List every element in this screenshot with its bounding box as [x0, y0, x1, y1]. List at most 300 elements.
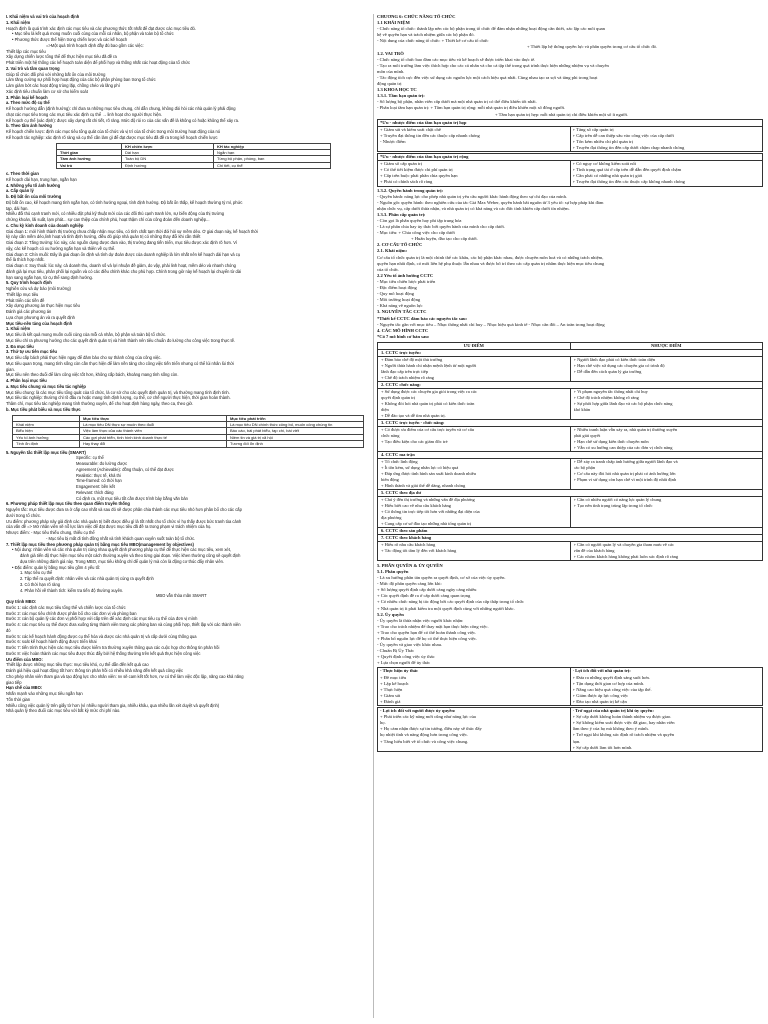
text-line: Mục tiêu cấp bách phải thực hiện ngay để đảm bảo cho sự thành công của công việc.	[6, 355, 162, 361]
text-line: MBO vẫn thỏa mãn SMART	[156, 593, 207, 599]
text-line: - Số lượng bộ phận, nhân viên cấp dưới mà một nhà quản trị có thể điều khiển tốt nhất.	[377, 99, 537, 105]
text-line: Nhược điểm: - Mục tiêu thiếu chung, thiếu cụ thể	[6, 530, 95, 536]
list-item: + Có thể tiết kiệm được chi phí quản trị	[380, 167, 453, 173]
heading: 1.3 KHOA HỌC TC	[377, 87, 417, 93]
table-cell	[570, 458, 763, 489]
list-item: + Truyền đạt thông tin đến cấp dưới chậm chạp nhanh chóng	[572, 144, 685, 150]
list-item: + Cần có nhiều người có năng lực quản lý chung	[573, 496, 662, 502]
model-title: 5. CCTC theo địa dư	[378, 489, 763, 496]
table-cell: Tương đối ổn định	[227, 441, 364, 447]
table-cell: Là mục tiêu DN thực sự muốn theo đuổi	[80, 422, 227, 428]
list-item: + Giảm số cấp quản trị	[380, 161, 423, 167]
list-item: Bước 2: các mục tiêu chính được phân bổ cho các đơn vị và phòng ban	[6, 610, 137, 616]
text-line: Độ bất ổn cao, kế hoạch mang tính ngắn hạn, có tính hướng ngoại, tính định hướng. Độ bất ổn thấp, kế hoạch thường tỷ mỉ, phức	[6, 199, 243, 205]
list-item: Bước 5: các kế hoạch hành động được cụ thể hóa và được các nhà quản trị và cấp dưới cùng thống qua	[6, 633, 197, 639]
list-item: + Trao cho quyền hạn để có thể hoàn thành công việc.	[377, 629, 477, 635]
model-title: 3. CCTC trực tuyến - chức năng:	[378, 419, 763, 426]
list-item: + Dễ xảy ra tranh chấp ảnh hưởng giữa người lãnh đạo và	[573, 458, 678, 464]
heading: 1. Khái niệm	[6, 326, 31, 332]
list-item: - Nhược điểm	[380, 138, 406, 144]
list-item: - Môi trường hoạt động	[377, 297, 421, 303]
list-item: + Lựa chọn người để ủy thác	[377, 660, 431, 666]
list-item: + Sợ không kiểm soát được việc đã giao, hay nhân viên	[572, 720, 675, 726]
text-line: Giúp tổ chức đối phó với những bất ổn của môi trường	[6, 71, 106, 77]
list-item: 3. Có thời hạn rõ ràng	[20, 581, 61, 587]
table-cell: Dài hạn	[122, 149, 214, 155]
model-title: 4. CCTC ma trận	[378, 451, 763, 458]
table-cell: Việc làm thực của các thành viên	[80, 428, 227, 434]
table-header-cell: Mục tiêu thực	[80, 415, 227, 421]
text-line: Thiết lập các mục tiêu	[6, 48, 46, 54]
text-line: Xây dựng phương án thực hiện mục tiêu	[6, 303, 80, 309]
list-item: + Họ cảm nhận được sự tin tưởng, điều này sẽ thúc đẩy	[380, 726, 482, 732]
table-cell: Vai trò	[57, 162, 122, 168]
delegation-steps-box	[377, 667, 763, 706]
right-column	[377, 14, 763, 1018]
table-cell: Là mục tiêu DN chính thức công bố, muốn công chúng tin	[227, 422, 364, 428]
list-item: - Mục tiêu chiến lược phát triển	[377, 278, 436, 284]
list-item: + Đưa ra những quyết định sáng suốt hơn.	[572, 674, 650, 680]
list-item: - Ủy quyền là thừa nhận việc người khác nhận:	[377, 617, 464, 623]
text-line: Hoạch định là quá trình xác định các mục tiêu và các phương thức tốt nhất để đạt được các mục tiêu đó.	[6, 25, 196, 31]
model-title: 6. CCTC theo sản phẩm	[378, 527, 763, 534]
list-item: diện	[381, 406, 389, 412]
heading: I. Khái niệm và vai trò của hoạch định	[6, 14, 80, 19]
list-item: họ.	[380, 720, 386, 726]
list-item: - Lợi ích đối với người được ủy quyền:	[380, 708, 456, 714]
list-item: + Nhiều tranh luận vẫn xảy ra, nhà quản trị thường xuyên	[573, 426, 678, 432]
heading: c. Chu kỳ kinh doanh của doanh nghiệp	[6, 222, 84, 228]
text-line: động quản trị	[377, 81, 402, 87]
list-item: phải giải quyết	[573, 432, 601, 438]
text-line: Làm tăng cường sự phối hợp hoạt động của các bộ phận phòng ban trong tổ chức	[6, 77, 156, 83]
text-line: Giai đoạn 2: Tăng trưởng: lúc này, các nguồn dụng được đưa vào, thị trường đang tiến triển, mục tiêu được xác định rõ hơn. Vì	[6, 240, 238, 246]
list-item: Tốn thời gian	[6, 696, 31, 702]
text-line: - Chức năng tổ chức: thành lập nên các bộ phận trong tổ chức để đảm nhận những hoạt động cần thiết, xác lập các mối quan	[377, 26, 605, 32]
text-line: nhận chức vụ, cấp dưới thừa nhận, và nhà quản trị có khả năng và các đức tính khiến cấp dưới tín nhiệm.	[377, 205, 570, 211]
text-line: kỳ này cần mềm dẻo,linh hoạt và tính định hướng, điều đó giúp nhà quản trị có những thay đổi khi cần thiết	[6, 234, 201, 240]
list-item: + Phạm vi sử dụng còn hạn chế vì một trình độ nhất định	[573, 476, 677, 482]
text-line: Mục tiêu chung: là các mục tiêu tổng quát của tổ chức, là cơ sở cho các quyết định quản trị, và thường mang tính định tính.	[6, 389, 230, 395]
heading: 2. CƠ CẤU TỔ CHỨC	[377, 242, 423, 248]
text-line: Phát triển một hệ thống các kế hoạch toàn diện để phối hợp và thống nhất các hoạt động của tổ chức	[6, 60, 191, 65]
plan-comparison-table	[56, 143, 331, 170]
table-header-cell: Mục tiêu phát triển	[227, 415, 364, 421]
text-line: dưới trong tổ chức.	[6, 512, 42, 518]
text-line: Giai đoạn 1: mới hình thành thị trường chưa chấp nhận mục tiêu, có tính chất tạm thời đòi hỏi sự mềm dẻo. Ở giai đoạn này, kế hoạch thời	[6, 228, 259, 234]
list-item: + Tăng số cấp quản trị	[572, 126, 614, 132]
heading: 4. Những yếu tố ảnh hưởng	[6, 182, 61, 188]
heading: 1. Khái niệm	[6, 19, 31, 25]
text-line: =>Một quá trình hoạch định đầy đủ bao gồm các việc:	[46, 42, 144, 48]
text-line: môn của mình.	[377, 68, 405, 74]
heading: Ưu điểm của MBO:	[6, 656, 43, 662]
list-item: + Ít tốn kém, sử dụng nhân lực có hiệu quả	[381, 464, 459, 470]
list-item: biến động	[381, 476, 399, 482]
heading: 3. NGUYÊN TẮC CCTC	[377, 309, 427, 315]
list-item: + Sợ cấp dưới làm tốt hơn mình.	[572, 744, 633, 750]
list-item: vấn đề của khách hàng	[573, 547, 615, 553]
text-line: gian.	[6, 366, 15, 372]
heading: 2.2 Yêu tố ảnh hưởng CCTC	[377, 272, 434, 278]
text-line: • Mục tiêu là kết quả mong muốn cuối cùng của mỗi cá nhân, bộ phận và toàn bộ tổ chức	[12, 31, 174, 37]
list-item: đó	[6, 627, 11, 633]
heading: 3. Phân loại kế hoạch	[6, 94, 48, 100]
list-item: + Các quyết định đề ra ở cấp dưới càng quan trọng	[377, 593, 471, 599]
list-item: Bước 7: tiến trình thực hiện các mục tiêu được kiểm tra thường xuyên thông qua các cuộc họp cho thông tin phản hồi	[6, 645, 220, 651]
text-line: - Chức năng tổ chức bao đảm các mục tiêu và kế hoạch sẽ được triển khai vào thực tế.	[377, 56, 536, 62]
text-line: đánh giá tiến độ thực hiện mục tiêu một cách thường xuyên và theo từng giai đoạn. Việc khen thưởng cũng sẽ quyết định	[20, 553, 241, 559]
list-item: + Nâng cao hiệu quả công việc của tập thể.	[572, 686, 652, 692]
table-cell: Biểu hiện	[13, 428, 80, 434]
list-item: + Đánh giá	[380, 698, 401, 704]
text-line: Thiết lập mục tiêu	[6, 291, 39, 297]
list-item: 1. Mục tiêu cụ thể	[20, 570, 53, 576]
text-line: - Quyền hành: năng lực cho phép nhà quản trị yêu cầu người khác hành động theo sự chỉ đạo của mình.	[377, 193, 568, 199]
list-item: Relevant: thích đáng	[76, 489, 114, 495]
list-item: + Tận dụng thời gian cơ hợp của mình.	[572, 680, 645, 686]
org-model-table	[377, 342, 763, 561]
list-item: + Vi phạm nguyên tắc thống nhất chỉ huy	[573, 388, 648, 394]
list-item: Bước 4: các mục tiêu cụ thể được đưa xuống từng thành viên trong các phòng ban và cùng phối hợp, thiết lập với các thành viên	[6, 622, 241, 628]
text-line: Nghiên cứu và dự báo (môi trường)	[6, 286, 71, 292]
heading: a. Cấp quản lý	[6, 188, 34, 194]
text-line: Giai đoạn 3: Chín muồi: Đây là giai đoạn ổn định và tính dự đoán được của doanh nghiệp là lớn nhất nên kế hoạch dài hạn và cụ	[6, 251, 241, 257]
list-item: 2. Tập thể ra quyết định: nhân viên và các nhà quản trị cùng ra quyết định	[20, 576, 154, 582]
text-line: Làm giảm bớt các hoạt động trùng lặp, chồng chéo và lãng phí	[6, 83, 120, 88]
box-title: *Ưu - nhược điểm của tầm hạn quản trị rộng	[378, 154, 762, 161]
list-item: + Quyết định công việc ủy thác	[377, 654, 435, 660]
text-line: Mục tiêu quan trọng, mang tính sống còn cần thực hiện để làm nền tảng cho công việc tiến triển nhưng có thể lùi nhân lùi thời	[6, 360, 235, 366]
text-line: - Nội dung của chức năng tổ chức: + Thiết kế cơ cấu tổ chức	[377, 38, 489, 44]
text-line: tạp, dài hạn.	[6, 205, 29, 211]
list-item: lãnh đạo cấp trên trực tiếp	[381, 368, 429, 374]
list-item: + Đề mục tiêu	[380, 674, 407, 680]
heading: 5.1. Phân quyền	[377, 568, 409, 574]
list-item: họ nhiệt tình và năng động hơn trong công việc.	[380, 732, 469, 738]
list-item: + Đảm bảo chế độ một thủ trưởng	[381, 356, 443, 362]
table-cell	[570, 541, 763, 560]
list-item: Measurable: đo lường được	[76, 461, 128, 467]
list-item: + Truyền đạt thông tin đến các thuộc cấp không nhanh chóng	[572, 179, 685, 185]
narrow-span-box	[377, 119, 763, 152]
heading: *Có 7 mô hình cơ bản sau:	[377, 333, 430, 339]
list-item: + Nhà quản trị ít phải kiểm tra một quyết định cùng với những người khác.	[377, 605, 515, 611]
table-cell: Tính ổn định	[13, 441, 80, 447]
heading: *Thiết kế CCTC đảm bảo các nguyên tắc sau:	[377, 315, 468, 321]
text-line: hệ về quyền hạn và trách nhiệm giữa các bộ phận đó.	[377, 32, 475, 38]
text-line: Kế hoạch hướng dẫn (định hướng): chỉ đưa ra những mục tiêu chung, chỉ dẫn chung, không đòi hỏi các nhà quản lý phải động	[6, 106, 236, 111]
text-line: vậy, các kế hoạch có xu hướng ngắn hạn và thiên về cụ thể.	[6, 245, 116, 251]
list-item: Nhấn mạnh vào những mục tiêu ngắn hạn	[6, 691, 83, 697]
list-item: Time-framed: có thời hạn	[76, 478, 122, 484]
text-line: - Tạo ra môi trường làm việc thích hợp cho các cá nhân và cho cả tập thể trong quá trình thực hiện những nhiệm vụ và chuyên	[377, 62, 609, 68]
list-item: - Chuẩn Bị Ủy Thác	[377, 648, 415, 654]
text-line: thể là thích hợp nhất.	[6, 257, 45, 263]
list-item: + Cung cấp cơ sở đào tạo những nhà tổng quản trị	[381, 520, 472, 526]
list-item: Nhiều công việc quản lý trên giấy tờ hơn (vì nhiều người tham gia, nhiều khâu, qua nhiều lần xét duyệt và quyết định)	[6, 702, 220, 708]
list-item: + Tạo điều kiện cho các giám đốc trẻ	[381, 438, 448, 444]
list-item: Bước 6: soát kế hoạch hành động được triển khai	[6, 639, 97, 645]
text-line: Mục tiêu chỉ ra phương hướng cho các quyết định quản trị và hình thành nên tiêu chuẩn đo lường cho công việc trong thực tế.	[6, 337, 236, 343]
model-title: 7. CCTC theo khách hàng	[378, 534, 763, 541]
list-item: + Đào tạo nhà quản trị kế cận	[572, 698, 627, 704]
table-cell: Hay thay đổi	[80, 441, 227, 447]
list-item: Bước 1: xác định các mục tiêu tổng thể và chiến lược của tổ chức	[6, 604, 126, 610]
delegation-benefits-box	[377, 707, 763, 752]
text-line: Phát triển các tiền đề	[6, 297, 45, 303]
text-line: • Phương thức được thể hiện trong chiến lược và các kế hoạch	[12, 37, 128, 42]
table-cell	[378, 458, 571, 489]
text-line: của tổ chức.	[377, 266, 400, 272]
heading: Hạn chế của MBO:	[6, 685, 43, 691]
table-cell	[570, 356, 763, 381]
text-line: Ưu điểm: phương pháp này giả định các nhà quản trị biết được điều gì là tốt nhất cho tổ chức vì họ thấy được bức tranh tòa cảnh	[6, 518, 242, 524]
table-cell: Các gợi phát triển, tình hình kinh doanh thực tế	[80, 434, 227, 440]
text-line: Kế hoạch chiến lược: định các mục tiêu tổng quát của tổ chức và vị trí của tổ chức trong môi trường hoạt động của nó	[6, 129, 221, 134]
heading: 1.3.3. Phân cấp quản trị:	[377, 211, 426, 217]
text-line: - Nguồn gốc quyền hành: theo nghiên cứu của tác Giả Max Weber, quyền hành bắt nguồn từ 3 yếu tố: sự hợp pháp khi đảm	[377, 199, 604, 205]
text-line: chứng khoán, lãi suất, lạm phát... sự can thiệp của chính phủ, hoạt thậm chí của công đoàn đến doanh nghiệp...	[6, 217, 210, 223]
list-item: - Mức độ phân quyền càng lớn khi:	[377, 581, 442, 587]
table-cell: Khái niệm	[13, 422, 80, 428]
list-item: + Có thông tin trực tiếp tốt hơn với những đại diện của	[381, 508, 480, 514]
table-cell	[378, 496, 571, 527]
list-item: + Sử dụng được các chuyên gia giỏi trong việc ra các	[381, 388, 477, 394]
text-line: • Nội dung: nhân viên và các nhà quản trị cùng nhau quyết định phương pháp cụ thể để thực hiện các mục tiêu, xem xét,	[12, 547, 231, 553]
text-line: Xác định tiêu chuẩn làm cơ sở cho kiểm soát	[6, 88, 88, 94]
heading: 1.3.2. Quyền hành trong quản trị:	[377, 187, 444, 193]
heading: Quy trình MBO:	[6, 599, 37, 605]
heading: 7. Thiết lập mục tiêu theo phương pháp quản trị bằng mục tiêu MBO(management by objectives)	[6, 541, 194, 547]
list-item: quyết định quản trị	[381, 394, 416, 400]
list-item: + Hiểu biết cao về nhu cầu khách hàng	[381, 502, 452, 508]
list-item: Đánh giá hiệu quả hoạt động tốt hơn: thông tin phản hồi có nhiều khả năng đến kết quả công việc	[6, 668, 184, 674]
list-item: Specific: cụ thể	[76, 455, 104, 461]
column-divider	[373, 14, 374, 1018]
text-line: • Đặc điểm: quản lý bằng mục tiêu gồm 4 yếu tố:	[12, 564, 101, 570]
text-line: Nguyên tắc: mục tiêu được đưa ra ở cấp cao nhất và sau đó sẽ được phân chia thành các mục tiêu nhỏ hơn phân bổ cho các cấp	[6, 507, 242, 513]
list-item: + Đáp ứng được tình hình sản xuất kinh doanh nhiều	[381, 470, 477, 476]
list-item: làm theo ý của họ mà không theo ý mình.	[572, 726, 649, 732]
list-item: + Cần phải có những nhà quản trị giỏi	[572, 173, 643, 179]
table-cell	[378, 388, 571, 419]
text-line: của vấn đề => Mở nhân viên sẽ nỗ lực làm việc để đạt được mục tiêu đã đề ra trong phạm vi trách nhiệm của họ.	[6, 524, 212, 530]
list-item: - Là xu hướng phân tán quyền ra quyết định, cơ sở của việc ủy quyền.	[377, 575, 506, 581]
list-item: - Khả năng về nguồn lực	[377, 303, 423, 309]
list-item: + Lập kế hoạch	[380, 680, 409, 686]
table-cell	[570, 388, 763, 419]
heading: 2.1. Khái niệm:	[377, 248, 408, 254]
list-item: + Cơ cấu này đòi hỏi nhà quản trị phải có ảnh hưởng lớn	[573, 470, 676, 476]
table-cell: Thời gian	[57, 149, 122, 155]
table-header-cell: KH tác nghiệp	[214, 143, 331, 149]
list-item: Thiết lập được những mục tiêu thực: mục tiêu khó, cụ thể dẫn đến kết quả cao	[6, 662, 149, 668]
model-title: 2. CCTC chức năng:	[378, 381, 763, 388]
list-item: + Tình trạng quá tải ở cấp trên dễ dẫn đến quyết định chậm	[572, 167, 682, 173]
text-line: - Còn gọi là phân quyền hay phi tập trung hóa	[377, 218, 462, 223]
box-title: *Ưu - nhược điểm của tầm hạn quản trị hẹp	[378, 120, 762, 127]
text-line: Mục tiêu tác nghiệp: thường chỉ rõ đầu ra hoặc mang tính định lượng, cụ thể, cơ chế người thực hiện, thời gian hoàn thành.	[6, 395, 231, 401]
list-item: + Người thừa hành chỉ nhận mệnh lệnh từ một người	[381, 362, 477, 368]
list-item: khó khăn	[573, 406, 591, 412]
text-line: - Là sự phân chia hay ủy thác bớt quyền hành của mình cho cấp dưới.	[377, 224, 505, 230]
table-header-cell: KH chiến lược	[122, 143, 214, 149]
heading: 4. CÁC MÔ HÌNH CCTC	[377, 327, 429, 333]
table-cell: Từng bộ phận, phòng, ban	[214, 156, 331, 162]
list-item: Nhà quản lý theo đuổi các mục tiêu với bất kỳ mức chi phí nào.	[6, 708, 121, 714]
wide-span-box	[377, 153, 763, 186]
list-item: + Phải có chính sách rõ ràng	[380, 179, 433, 185]
list-item: Engagement: bền kết	[76, 484, 115, 490]
list-item: + Trao cho trách nhiệm để thay mặt hạn thực hiện công việc.	[377, 623, 489, 629]
text-line: Đánh giá các phương án	[6, 309, 52, 315]
left-column	[6, 14, 371, 1018]
table-cell: Yếu tố ảnh hưởng	[13, 434, 80, 440]
list-item: + Không đòi hỏi nhà quản trị phải có kiến thức toàn	[381, 400, 475, 406]
list-item: + Hình thành và giải thể dễ dàng, nhanh chóng	[381, 482, 466, 488]
list-item: + Hạn chế việc sử dụng các chuyên gia có trình độ	[573, 362, 665, 368]
text-line: Nhiều đối thủ cạnh tranh mới, có nhiều đột phá kỹ thuật mới của các đối thủ cạnh tranh lớn, sự biến động của thị trường	[6, 211, 225, 217]
list-item: địa phương	[381, 514, 402, 520]
list-item: + Chế độ trách nhiệm không rõ ràng	[573, 394, 639, 400]
list-item: + Dễ dẫn đến cách quản lý gia trưởng	[573, 368, 642, 374]
heading: a. Theo mức độ cụ thể	[6, 100, 50, 106]
list-item: Realistic: thực tế, khả thi	[76, 472, 121, 478]
list-item: + Số lượng quyết định cấp dưới càng ngày càng nhiều	[377, 587, 477, 593]
list-item: + Truyền đạt thông tin đến các thuộc cấp nhanh chóng	[380, 132, 480, 138]
list-item: Bước 3: cán bộ quản lý các đơn vị phối hợp với cấp trên để xác định các mục tiêu cụ thể của đơn vị mình	[6, 616, 198, 622]
table-cell: Báo cáo, bài phát biểu, tạp chí, bài viết	[227, 428, 364, 434]
heading: 6. Phương pháp thiết lập mục tiêu theo quan điểm truyền thống	[6, 501, 130, 507]
table-cell	[378, 541, 571, 560]
text-line: Mục tiêu nên theo đuổi để làm công việc tốt hơn, không cấp bách, khoảng mang tính sống còn.	[6, 372, 179, 378]
text-line: Thâm chí, mục tiêu tác nghiệp mang tính thường xuyên, để cho hoạt định hàng ngày, theo ca, theo giờ.	[6, 401, 194, 407]
table-cell	[378, 426, 571, 451]
text-line: Kế hoạch cụ thể (xác định): được xây dựng rất chi tiết, rõ ràng. Mức độ rủi ro của các vấn đề là không có hoặc không thể xảy ra.	[6, 117, 240, 123]
text-line: Xây dựng chiến lược tổng thể để thực hiện mục tiêu đã đề ra	[6, 54, 117, 60]
table-header-cell: NHƯỢC ĐIỂM	[570, 342, 763, 349]
text-line: - Mục tiêu bị mất đi tính đồng nhất và tính khách quan xuyên suốt toàn bộ tổ chức.	[46, 535, 196, 541]
text-line: Cơ cấu tổ chức quản trị là một chỉnh thể các khâu, các bộ phận khác nhau, được chuyên môn hoá và có những trách nhiệm,	[377, 254, 604, 260]
text-line: + Huấn luyện, đào tạo cho cấp dưới.	[411, 236, 478, 242]
list-item: + Thực hiện	[380, 686, 403, 692]
list-item: + Tổ chức linh động	[381, 458, 418, 464]
text-line: Mục tiêu là kết quả mong muốn cuối cùng của mỗi cá nhân, bộ phận và toàn bộ tổ chức.	[6, 332, 167, 338]
list-item: - Quy mô hoạt động	[377, 291, 415, 297]
text-line: Lựa chọn phương án và ra quyết định	[6, 314, 75, 320]
heading: 5. Nguyên tắc thiết lập mục tiêu (SMART)	[6, 449, 86, 455]
list-item: - Ủy quyền và giao việc khác nhau.	[377, 642, 443, 648]
list-item: + Hạn chế sử dụng kiến thức chuyên môn	[573, 438, 649, 444]
table-cell: Niềm tin và giá trị xã hội	[227, 434, 364, 440]
list-item: - Trở ngại của nhà quản trị khi ủy quyền:	[572, 708, 654, 714]
list-item: + Sự phối hợp giữa lãnh đạo và các bộ phận chức năng	[573, 400, 673, 406]
list-item: + Tạo nên tình trạng trùng lặp trong tổ chức	[573, 502, 653, 508]
heading: Mục tiêu-nền tảng của hoạch định	[6, 320, 73, 326]
text-line: Kế hoạch tác nghiệp: xác định rõ ràng và cụ thể cần làm gì để đạt được mục tiêu đã đề ra trong kế hoạch chiến lược	[6, 134, 218, 140]
text-line: + Thiết lập hệ thống quyền lực và phân quyền trong cơ cấu tổ chức đó.	[527, 44, 658, 50]
text-line: - Phân loại tầm hạn quản trị: + Tầm hạn quản trị rộng: mỗi nhà quản trị điều khiển một số đông người.	[377, 105, 566, 111]
list-item: + Các nhóm khách hàng không phải luôn xác định rõ ràng	[573, 553, 679, 559]
list-item: Có định ra, một mục tiêu tốt cần được trình bày bằng văn bản	[76, 495, 188, 501]
list-item: 4. Phản hồi về thành tích: kiểm tra tiến độ thường xuyên.	[20, 587, 124, 593]
text-line: quyền hạn nhất định, có mối liên hệ phụ thuộc lẫn nhau và được bố trí theo các cấp quản trị nhằm thực hiện mục tiêu chung	[377, 260, 605, 266]
text-line: đánh giá lại mục tiêu, phân phối lại nguồn và có các điều chỉnh khác cho phù hợp. Chính trong giờ này kế hoạch lại chuyển từ dài	[6, 268, 242, 274]
list-item: + Có nhiều chức năng bị tác động bởi các quyết định của cấp thấp trong tổ chức	[377, 599, 524, 605]
table-header-cell: ƯU ĐIỂM	[378, 342, 571, 349]
heading: b. Theo tầm ảnh hưởng	[6, 123, 52, 129]
list-item: Cho phép nhân viên tham gia và tạo động lực cho nhân viên: nv sẽ cam kết tốt hơn, nv có thể làm việc độc lập, năng cao khả năng	[6, 673, 244, 679]
list-item: + Giám sát và kiểm soát chặt chẽ	[380, 126, 441, 132]
list-item: chức năng	[381, 432, 400, 438]
list-item: + Trở ngại khi không xác định rõ trách nhiệm và quyền	[572, 732, 675, 738]
list-item: + Tốn kém nhiều chi phí quản trị	[572, 138, 634, 144]
table-cell: Định hướng	[122, 162, 214, 168]
heading: 1.2. VAI TRÒ	[377, 50, 404, 56]
list-item: + Sợ cấp dưới không hoàn thành nhiệm vụ được giao.	[572, 714, 672, 720]
text-line: - Tác động tích cực đến việc sử dụng các nguồn lực một cách hiệu quả nhất. Cùng nhau tạo ra sợi và tăng phi trong hoạt	[377, 74, 598, 80]
text-line: Giai đoạn 4: Suy thoái: lúc này, cả doanh thu, doanh số và lợi nhuận đề giảm, do vậy, phải linh hoạt, mềm dẻo và nhanh chóng	[6, 263, 236, 269]
list-item: + Giảm được áp lực công việc	[572, 692, 629, 698]
table-cell: Chi tiết, cụ thể	[214, 162, 331, 168]
list-item: - Lợi ích đối với nhà quản trị:	[572, 668, 631, 674]
heading: a. Mục tiêu chung và mục tiêu tác nghiệp	[6, 383, 86, 389]
table-cell	[570, 496, 763, 527]
list-item: + Giám sát	[380, 692, 401, 698]
list-item: + Vẫn có xu hướng can thiệp của các đơn vị chức năng	[573, 444, 673, 450]
heading: 2. Vai trò và tầm quan trọng	[6, 65, 60, 71]
list-item: + Chế độ trách nhiệm rõ ràng	[381, 374, 435, 380]
list-item: + Người lãnh đạo phải có kiến thức toàn diện	[573, 356, 656, 362]
list-item: + Cấp trên buộc phải phân chia quyền hạn	[380, 173, 458, 179]
text-line: - Nguyên tắc gắn với mục tiêu – Nhạc thống nhất chỉ huy – Nhạc hiệu quả kinh tế - Nhạc cân đối – An toàn trong hoạt động	[377, 321, 605, 327]
table-cell: Ngắn hạn	[214, 149, 331, 155]
heading: c. Theo thời gian	[6, 171, 39, 177]
table-cell	[570, 426, 763, 451]
table-cell: Toàn bộ DN	[122, 156, 214, 162]
table-cell: Tầm ảnh hưởng	[57, 156, 122, 162]
list-item: + Chú ý đến thị trường và những vấn đề địa phương	[381, 496, 475, 502]
list-item: + Có nguy cơ không kiểm soát nổi	[572, 161, 637, 167]
list-item: + Có được ưu điểm của cơ cấu trực tuyến và cơ cấu	[381, 426, 474, 432]
heading: 4. Phân loại mục tiêu	[6, 378, 47, 384]
list-item: Agreement (Achievable): đồng thuận, có thể đạt được	[76, 466, 174, 472]
list-item: + Cấp trên dễ can thiệp sâu vào công việc của cấp dưới	[572, 132, 674, 138]
heading: 5. PHÂN QUYỀN & ỦY QUYỀN	[377, 562, 443, 568]
text-line: chạt các mục tiêu trong các mục tiêu xác định cụ thể → linh hoạt cho người thực hiện.	[6, 111, 163, 117]
heading: 2. Đa mục tiêu	[6, 343, 34, 349]
list-item: - Thực hiện ủy thác	[380, 668, 419, 674]
objective-comparison-table	[12, 415, 364, 448]
heading: 3. Thứ tự ưu tiên mục tiêu	[6, 349, 57, 355]
heading: 5. Quy trình hoạch định	[6, 280, 52, 286]
list-item: + Phân bổ nguồn lực để họ có thể thực hiện công việc.	[377, 636, 478, 641]
list-item: giao tiếp	[6, 679, 22, 685]
list-item: - Đặc điểm hoạt động	[377, 285, 417, 291]
table-cell	[378, 356, 571, 381]
list-item: + Cần có người quản lý và chuyên gia tham mưu về các	[573, 541, 675, 547]
heading: b. Độ bất ổn của môi trường	[6, 194, 62, 200]
model-title: 1. CCTC trực tuyến:	[378, 349, 763, 356]
heading: 5.2. Ủy quyền	[377, 611, 404, 617]
list-item: + Tăng hiểu biết về tổ chức và công việc chung.	[380, 738, 469, 744]
heading: 1.3.1. Tầm hạn quản trị:	[377, 93, 425, 99]
chapter-title: CHƯƠNG 6: CHỨC NĂNG TỔ CHỨC	[377, 14, 456, 19]
heading: 1.1 KHÁI NIỆM	[377, 20, 410, 26]
list-item: Bước 8: việc hoàn thành các mục tiêu được thúc đẩy bởi hệ thống thưởng trên kết quả thực hiện công việc	[6, 650, 201, 656]
text-line: - Mục tiêu: + Chia công việc cho cấp dưới	[377, 230, 455, 236]
